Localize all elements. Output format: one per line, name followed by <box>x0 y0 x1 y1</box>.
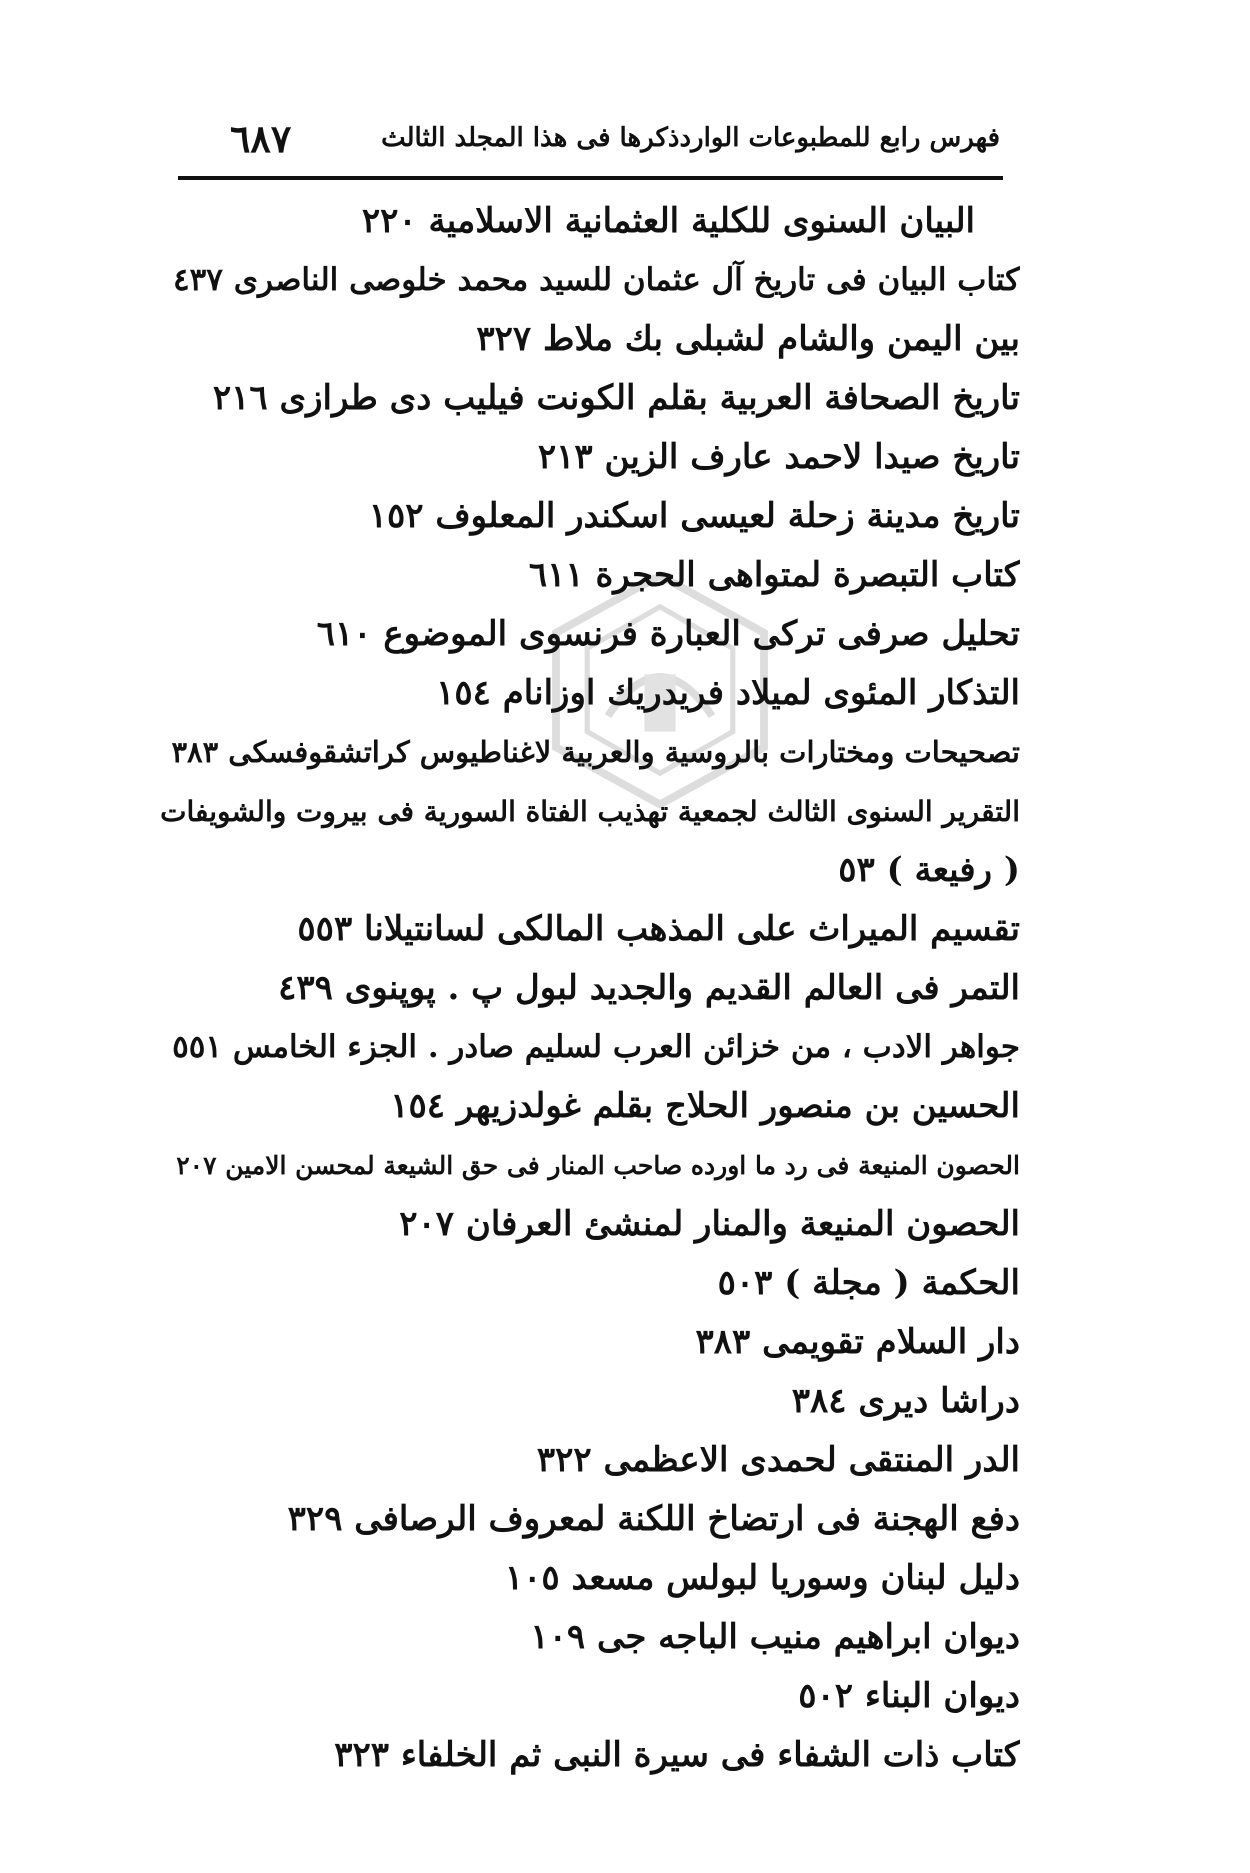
list-item: كتاب البيان فى تاريخ آل عثمان للسيد محمد خلوصى الناصرى ٤٣٧ <box>172 262 1020 298</box>
header-title: فهرس رابع للمطبوعات الواردذكرها فى هذا المجلد الثالث <box>381 123 1000 153</box>
list-item: تاريخ الصحافة العربية بقلم الكونت فيليب دى طرازى ٢١٦ <box>212 378 1020 418</box>
list-item: تاريخ مدينة زحلة لعيسى اسكندر المعلوف ١٥٢ <box>368 496 1020 536</box>
list-item: تقسيم الميراث على المذهب المالكى لسانتيلانا ٥٥٣ <box>297 909 1020 949</box>
list-item: دليل لبنان وسوريا لبولس مسعد ١٠٥ <box>504 1558 1020 1598</box>
list-item: دراشا دیری ٣٨٤ <box>791 1381 1020 1421</box>
list-item: تصحيحات ومختارات بالروسية والعربية لاغناطيوس كراتشقوفسكى ٣٨٣ <box>171 735 1020 769</box>
list-item: البيان السنوى للكلية العثمانية الاسلامية ٢٢٠ <box>361 201 975 241</box>
header-rule <box>178 176 1003 180</box>
list-item: الحصون المنيعة والمنار لمنشئ العرفان ٢٠٧ <box>399 1204 1020 1244</box>
running-header <box>230 108 1000 168</box>
list-item: بين اليمن والشام لشبلى بك ملاط ٣٢٧ <box>476 319 1020 359</box>
page-number: ٦٨٧ <box>230 115 292 161</box>
list-item: التذكار المئوى لميلاد فريدريك اوزانام ١٥٤ <box>436 673 1020 713</box>
list-item: الحسين بن منصور الحلاج بقلم غولدزيهر ١٥٤ <box>390 1086 1020 1126</box>
list-item: كتاب ذات الشفاء فى سيرة النبى ثم الخلفاء ٣٢٣ <box>334 1735 1020 1775</box>
list-item: ديوان البناء ٥٠٢ <box>798 1676 1020 1716</box>
list-item: تاريخ صيدا لاحمد عارف الزين ٢١٣ <box>537 437 1020 477</box>
list-item: التقرير السنوى الثالث لجمعية تهذيب الفتاة السورية فى بيروت والشويفات <box>160 795 1020 828</box>
entries-list <box>150 192 1020 1785</box>
list-item: كتاب التبصرة لمتواهى الحجرة ٦١١ <box>528 555 1020 595</box>
list-item: الدر المنتقى لحمدى الاعظمى ٣٢٢ <box>536 1440 1020 1480</box>
list-item: الحصون المنيعة فى رد ما اورده صاحب المنار فى حق الشيعة لمحسن الامين ٢٠٧ <box>176 1151 1020 1180</box>
list-item: تحليل صرفى تركى العبارة فرنسوى الموضوع ٦١٠ <box>316 614 1020 654</box>
list-item: دار السلام تقويمى ٣٨٣ <box>695 1322 1020 1362</box>
list-item: ديوان ابراهيم منيب الباجه جى ١٠٩ <box>530 1617 1020 1657</box>
list-item: التمر فى العالم القديم والجديد لبول پ . پوپنوى ٤٣٩ <box>278 968 1020 1008</box>
list-item: ( رفيعة ) ٥٣ <box>838 850 1020 890</box>
list-item: الحكمة ( مجلة ) ٥٠٣ <box>717 1263 1020 1303</box>
list-item: جواهر الادب ، من خزائن العرب لسليم صادر . الجزء الخامس ٥٥١ <box>172 1029 1020 1065</box>
list-item: دفع الهجنة فى ارتضاخ اللكنة لمعروف الرصافى ٣٢٩ <box>287 1499 1020 1539</box>
